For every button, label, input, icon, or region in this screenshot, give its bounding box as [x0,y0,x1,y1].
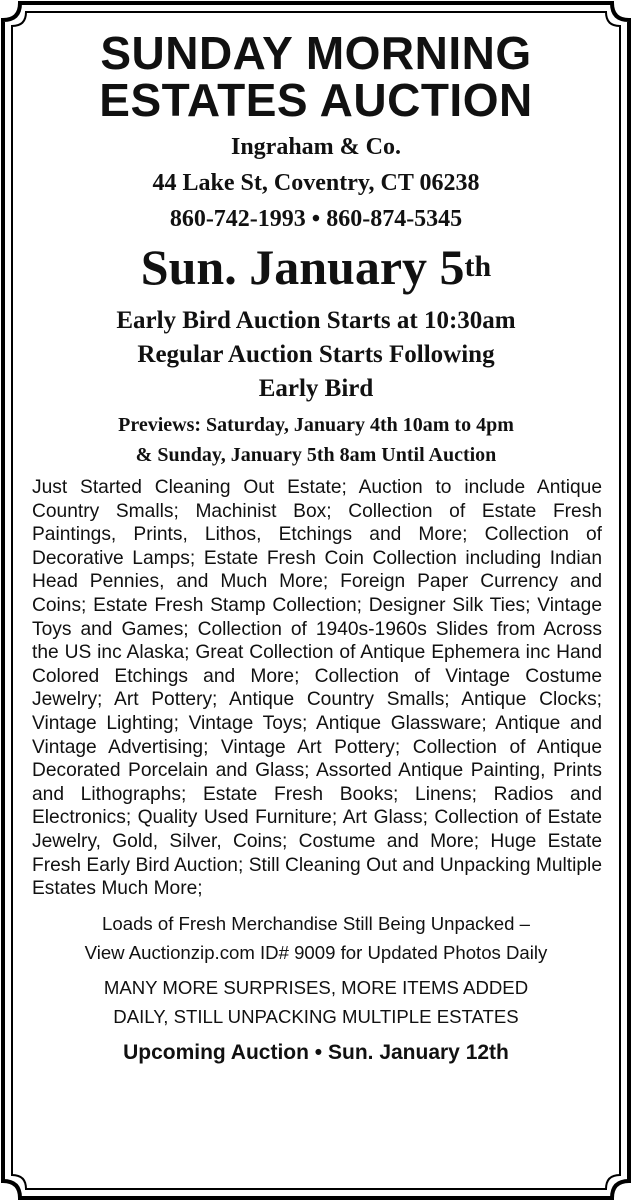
headline [22,27,610,126]
headline-line-2: ESTATES AUCTION [99,74,533,126]
previews [22,410,610,470]
early-bird-start: Early Bird Auction Starts at 10:30am [116,307,516,334]
item-description: Just Started Cleaning Out Estate; Auction to include Antique Country Smalls; Machinist Box; Collection of Estate Fresh Paintings, Prints, Lithos, Etchings and More; Collection of Decorative Lamps; Estate Fresh Coin Collection including Indian Head Pennies, and Much More; Foreign Paper Currency and Coins; Estate Fresh Stamp Collection; Designer Silk Ties; Vintage Toys and Games; Collection of 1940s-1960s Slides from Across the US inc Alaska; Great Collection of Antique Ephemera inc Hand Colored Etchings and More; Collection of Vintage Costume Jewelry; Art Pottery; Antique Country Smalls; Antique Clocks; Vintage Lighting; Vintage Toys; Antique Glassware; Antique and Vintage Advertising; Vintage Art Pottery; Collection of Antique Decorated Porcelain and Glass; Assorted Antique Painting, Prints and Lithographs; Estate Fresh Books; Linens; Radios and Electronics; Quality Used Furniture; Art Glass; Collection of Estate Jewelry, Gold, Silver, Coins; Costume and More; Huge Estate Fresh Early Bird Auction; Still Cleaning Out and Unpacking Multiple Estates Much More; [32,477,602,900]
auction-date [22,238,610,304]
company-name: Ingraham & Co. [230,134,401,160]
previews-line-1: Previews: Saturday, January 4th 10am to 4pm [118,414,514,436]
auction-date-main: Sun. January 5 [140,239,465,295]
address: 44 Lake St, Coventry, CT 06238 [152,170,480,196]
regular-start-line-1: Regular Auction Starts Following [137,341,495,368]
auction-date-suffix: th [464,250,492,283]
upcoming-auction: Upcoming Auction • Sun. January 12th [123,1040,509,1064]
merchandise-note-line-1: Loads of Fresh Merchandise Still Being Unpacked – [102,912,530,934]
auction-ad [22,27,610,1069]
merchandise-note-line-2: View Auctionzip.com ID# 9009 for Updated Photos Daily [84,941,548,963]
surprises-note [22,973,610,1031]
headline-line-1: SUNDAY MORNING [100,27,532,79]
merchandise-note [22,909,610,967]
previews-line-2: & Sunday, January 5th 8am Until Auction [135,444,497,466]
surprises-line-1: MANY MORE SURPRISES, MORE ITEMS ADDED [103,976,529,998]
surprises-line-2: DAILY, STILL UNPACKING MULTIPLE ESTATES [113,1005,519,1027]
regular-start-line-2: Early Bird [258,375,374,402]
phone-numbers: 860-742-1993 • 860-874-5345 [169,206,463,232]
